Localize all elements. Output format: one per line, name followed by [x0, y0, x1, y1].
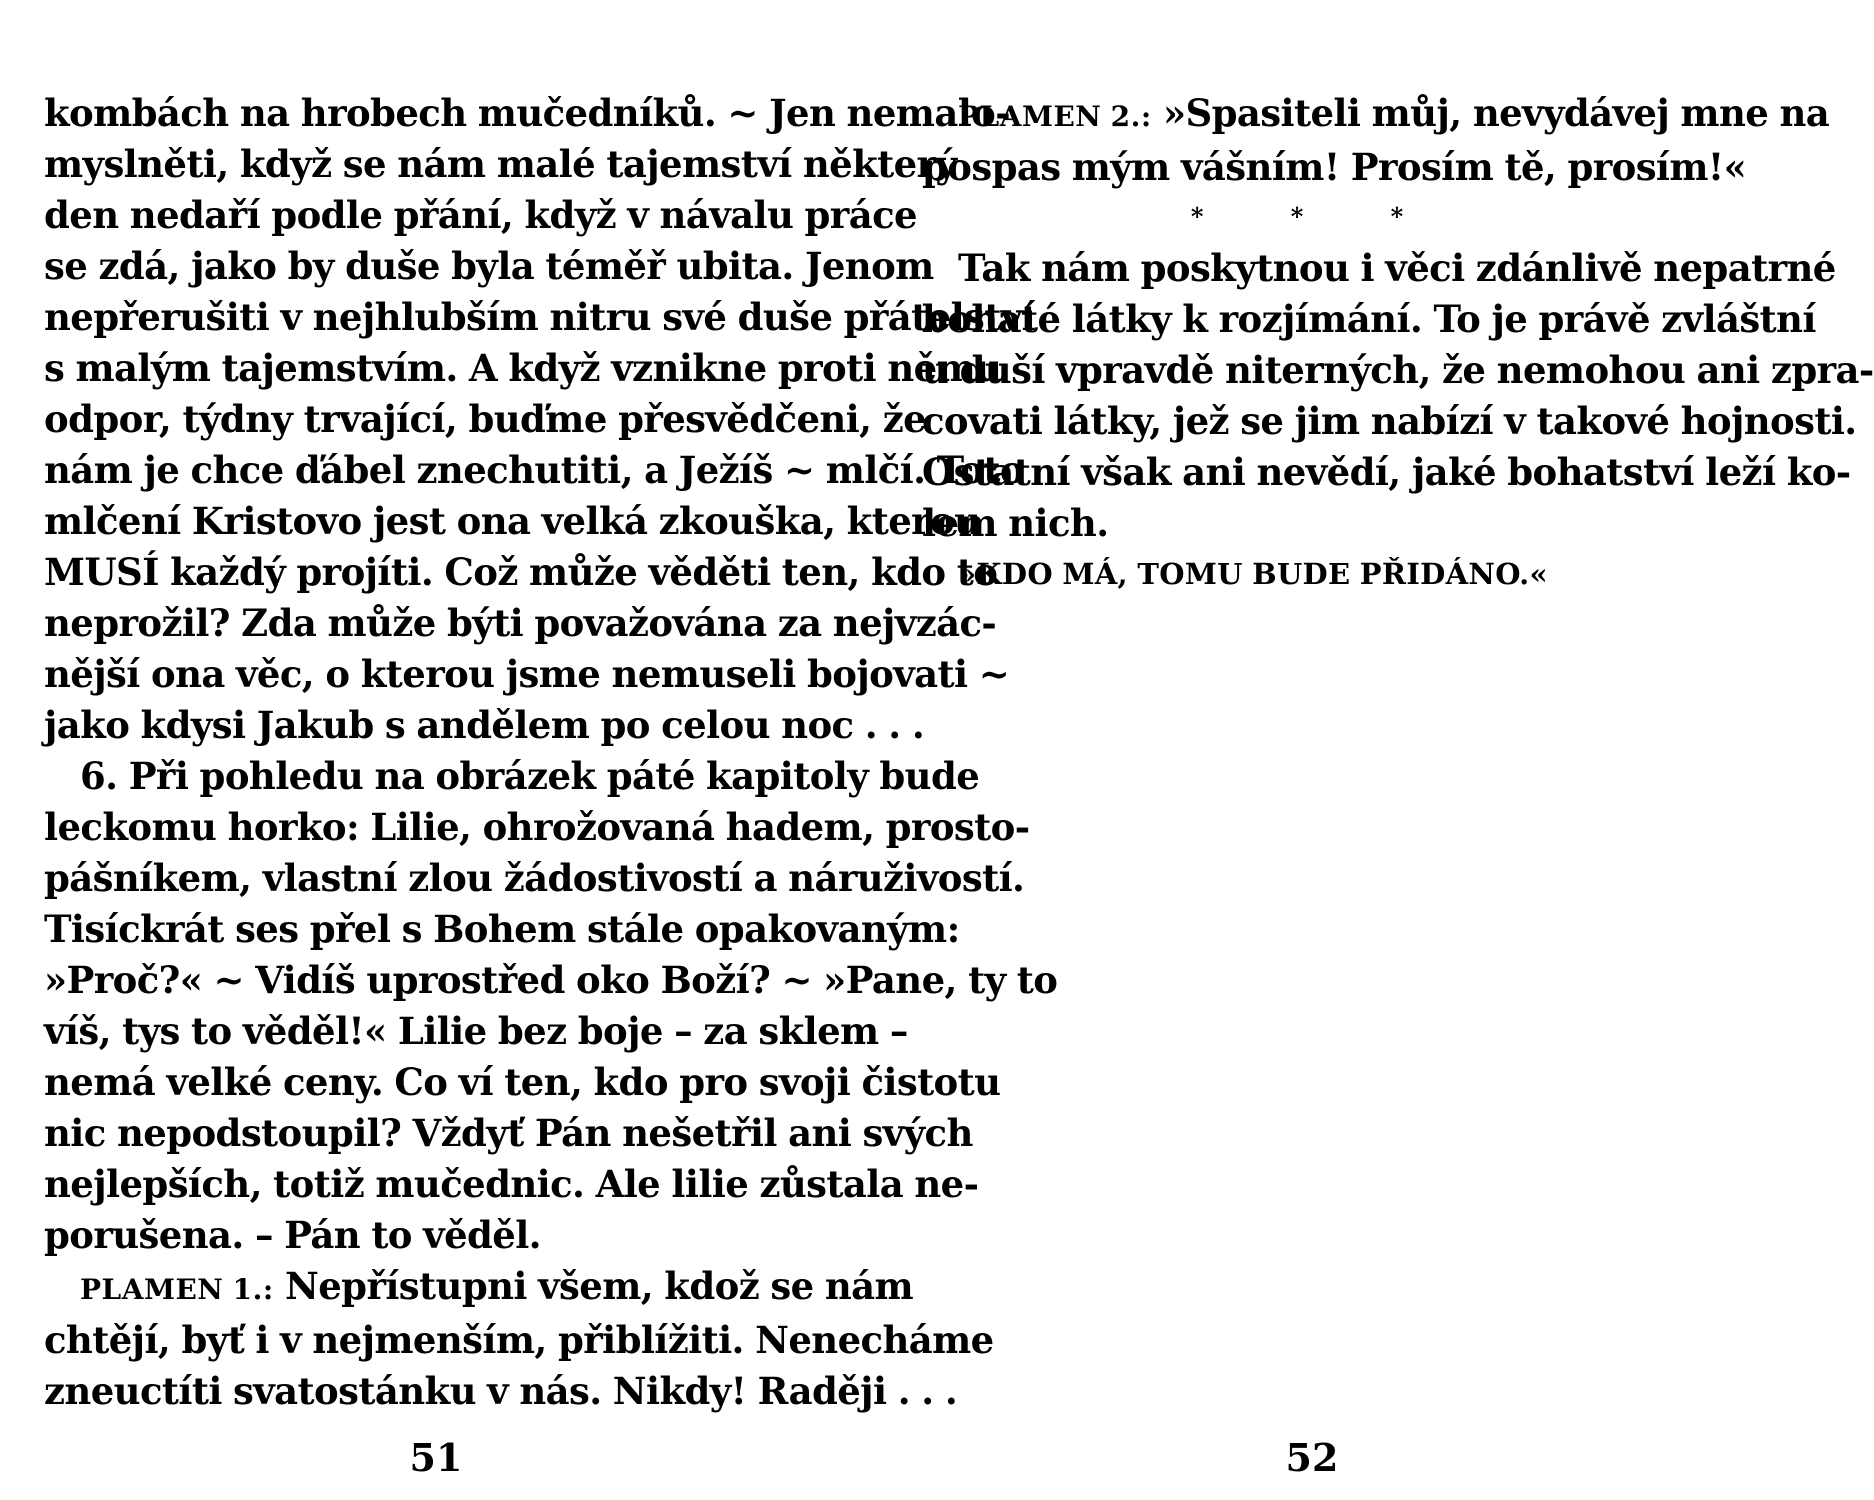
- text-line: nemá velké ceny. Co ví ten, kdo pro svoji čistotu: [44, 1060, 1001, 1104]
- text-line: Tak nám poskytnou i věci zdánlivě nepatrné: [958, 246, 1836, 290]
- speaker-label: PLAMEN 1.:: [80, 1273, 274, 1306]
- text-line: »Proč?« ~ Vidíš uprostřed oko Boží? ~ »Pane, ty to: [44, 958, 1058, 1002]
- speaker-label: PLAMEN 2.:: [958, 100, 1152, 133]
- text-line: nám je chce ďábel znechutiti, a Ježíš ~ mlčí. Toto: [44, 448, 1024, 492]
- text-line: pášníkem, vlastní zlou žádostivostí a náruživostí.: [44, 856, 1025, 900]
- dialogue-text: »Spasiteli můj, nevydávej mne na: [1163, 91, 1830, 135]
- text-line: zneuctíti svatostánku v nás. Nikdy! Raději . . .: [44, 1369, 958, 1413]
- right-page-column: [922, 88, 1874, 600]
- text-line: porušena. – Pán to věděl.: [44, 1213, 541, 1257]
- text-line: kombách na hrobech mučedníků. ~ Jen nemalo-: [44, 91, 1010, 135]
- text-line: Ostatní však ani nevědí, jaké bohatství leží ko-: [922, 450, 1851, 494]
- text-line: myslněti, když se nám malé tajemství některý: [44, 142, 957, 186]
- text-line: u duší vpravdě niterných, že nemohou ani zpra-: [922, 348, 1874, 392]
- right-closing-quote: [922, 549, 1712, 600]
- text-line: [922, 88, 1830, 142]
- right-paragraph-1-dialogue: [922, 88, 1830, 193]
- text-line: mlčení Kristovo jest ona velká zkouška, kterou: [44, 499, 981, 543]
- text-line: neprožil? Zda může býti považována za nejvzác-: [44, 601, 997, 645]
- text-line: MUSÍ každý projíti. Což může věděti ten, kdo to: [44, 550, 998, 594]
- dialogue-text: Nepřístupni všem, kdož se nám: [285, 1264, 914, 1308]
- right-paragraph-2: [922, 243, 1874, 549]
- text-line: jako kdysi Jakub s andělem po celou noc . . .: [44, 703, 925, 747]
- text-line: se zdá, jako by duše byla téměř ubita. Jenom: [44, 244, 934, 288]
- text-line: lem nich.: [922, 501, 1109, 545]
- closing-line: »KDO MÁ, TOMU BUDE PŘIDÁNO.«: [958, 557, 1548, 591]
- text-line: odpor, týdny trvající, buďme přesvědčeni, že: [44, 397, 927, 441]
- page-number-left: 51: [409, 1435, 463, 1480]
- text-line: nější ona věc, o kterou jsme nemuseli bojovati ~: [44, 652, 1010, 696]
- text-line: chtějí, byť i v nejmenším, přiblížiti. Nenecháme: [44, 1318, 994, 1362]
- text-line: s malým tajemstvím. A když vznikne proti němu: [44, 346, 1002, 390]
- text-line: 6. Při pohledu na obrázek páté kapitoly bude: [80, 754, 980, 798]
- text-line: víš, tys to věděl!« Lilie bez boje – za sklem –: [44, 1009, 908, 1053]
- text-line: [44, 1261, 914, 1315]
- text-line: nepřerušiti v nejhlubším nitru své duše přátelství: [44, 295, 1036, 339]
- text-line: nejlepších, totiž mučednic. Ale lilie zůstala ne-: [44, 1162, 979, 1206]
- left-paragraph-2: [44, 751, 1058, 1261]
- text-line: covati látky, jež se jim nabízí v takové hojnosti.: [922, 399, 1857, 443]
- left-paragraph-3-dialogue: [44, 1261, 994, 1417]
- text-line: Tisíckrát ses přel s Bohem stále opakovaným:: [44, 907, 960, 951]
- section-separator: * * *: [1190, 202, 1444, 231]
- page-number-right: 52: [1285, 1435, 1339, 1480]
- text-line: leckomu horko: Lilie, ohrožovaná hadem, prosto-: [44, 805, 1030, 849]
- text-line: pospas mým vášním! Prosím tě, prosím!«: [922, 145, 1747, 189]
- text-line: nic nepodstoupil? Vždyť Pán nešetřil ani svých: [44, 1111, 973, 1155]
- text-line: den nedaří podle přání, když v návalu práce: [44, 193, 917, 237]
- text-line: bohaté látky k rozjímání. To je právě zvláštní: [922, 297, 1816, 341]
